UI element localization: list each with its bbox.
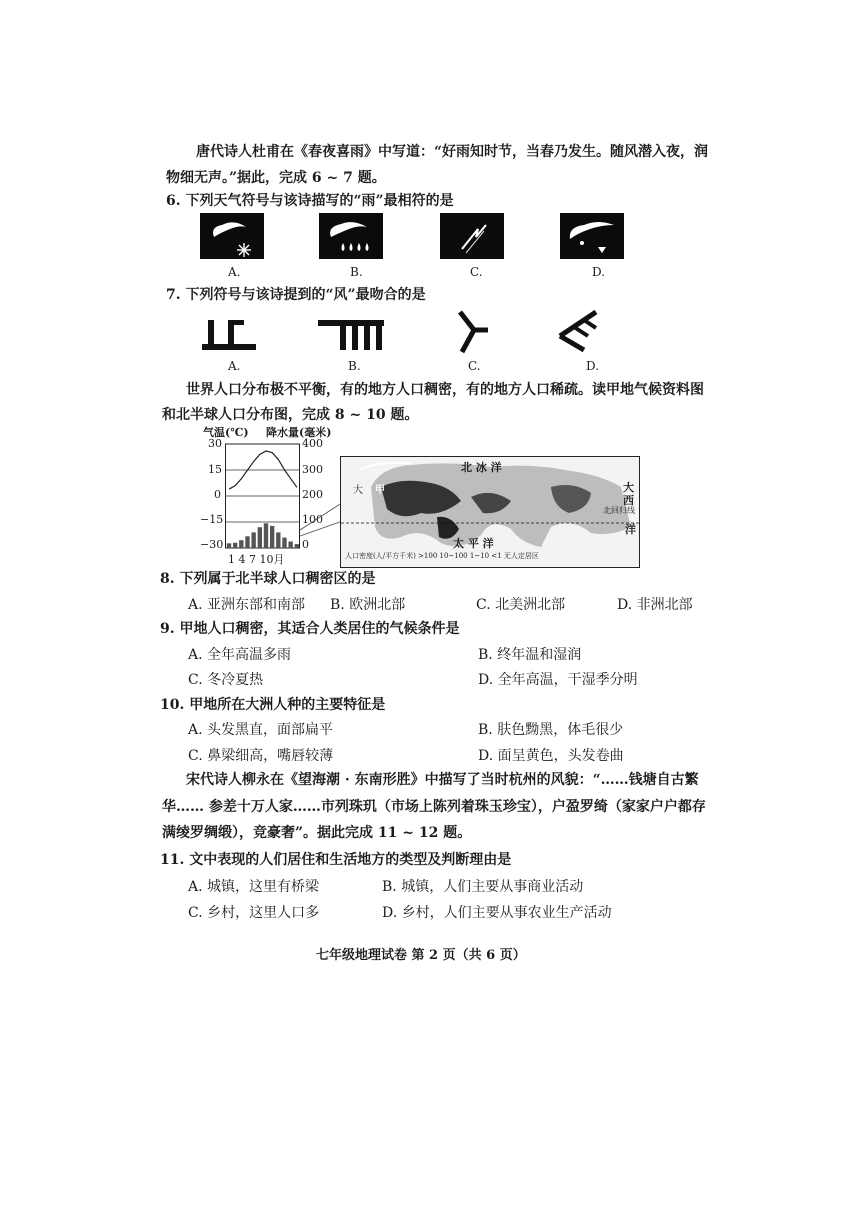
temp-tick-minus-15: −15: [200, 513, 224, 526]
intro-passage-1-line-2: 物细无声。”据此，完成 6 ~ 7 题。: [166, 170, 386, 186]
temp-tick-15: 15: [208, 463, 222, 476]
precip-bar-12: [295, 544, 299, 548]
map-label-tropic-of-cancer: 北回归线: [603, 506, 635, 515]
q8-option-b[interactable]: B. 欧洲北部: [330, 597, 406, 613]
precip-tick-400: 400: [302, 437, 323, 450]
map-label-da: 大: [353, 485, 363, 496]
q7-option-a-label[interactable]: A.: [228, 359, 241, 373]
precip-bar-6: [258, 527, 262, 548]
q8-option-d[interactable]: D. 非洲北部: [617, 597, 693, 613]
q10-option-c[interactable]: C. 鼻梁细高，嘴唇较薄: [188, 748, 334, 764]
precip-bar-2: [233, 543, 237, 548]
intro-passage-2-line-2: 和北半球人口分布图，完成 8 ~ 10 题。: [162, 407, 419, 423]
page-footer: 七年级地理试卷 第 2 页（共 6 页）: [316, 948, 526, 963]
weather-symbol-snow: [200, 213, 264, 259]
q6-option-d-label[interactable]: D.: [592, 265, 606, 279]
q11-option-d[interactable]: D. 乡村，人们主要从事农业生产活动: [382, 905, 612, 921]
q11-option-c[interactable]: C. 乡村，这里人口多: [188, 905, 320, 921]
precip-bar-8: [270, 526, 274, 548]
q10-option-d[interactable]: D. 面呈黄色，头发卷曲: [478, 748, 624, 764]
q9-option-d[interactable]: D. 全年高温，干湿季分明: [478, 672, 638, 688]
map-label-arctic-ocean: 北 冰 洋: [461, 461, 502, 474]
q11-option-b[interactable]: B. 城镇，人们主要从事商业活动: [382, 879, 584, 895]
intro-passage-1-line-1: 唐代诗人杜甫在《春夜喜雨》中写道：“好雨知时节，当春乃发生。随风潜入夜，润: [196, 144, 709, 160]
map-legend: 人口密度(人/平方千米) >100 10~100 1~10 <1 无人定居区: [345, 552, 539, 560]
q7-option-b-label[interactable]: B.: [348, 359, 361, 373]
intro-passage-3-line-2: 华…… 参差十万人家……市列珠玑（市场上陈列着珠玉珍宝），户盈罗绮（家家户户都存: [162, 799, 706, 815]
q11-option-a[interactable]: A. 城镇，这里有桥梁: [188, 879, 320, 895]
q10-option-b[interactable]: B. 肤色黝黑，体毛很少: [478, 722, 624, 738]
temp-tick-0: 0: [214, 488, 221, 501]
precip-tick-300: 300: [302, 463, 323, 476]
precipitation-axis-title: 降水量(毫米): [266, 426, 332, 439]
wind-symbol-d: [556, 308, 600, 352]
question-7-stem: 7. 下列符号与该诗提到的“风”最吻合的是: [166, 287, 426, 303]
precip-bar-5: [251, 532, 255, 548]
weather-symbol-sandstorm: [560, 213, 624, 259]
q9-option-c[interactable]: C. 冬冷夏热: [188, 672, 264, 688]
q6-option-b-label[interactable]: B.: [350, 265, 363, 279]
month-axis-ticks: 1 4 7 10月: [228, 553, 285, 566]
question-10-stem: 10. 甲地所在大洲人种的主要特征是: [160, 697, 386, 713]
map-label-atlantic-ocean-2: 洋: [625, 523, 636, 536]
precip-bar-3: [239, 540, 243, 548]
precip-tick-200: 200: [302, 488, 323, 501]
q8-option-a[interactable]: A. 亚洲东部和南部: [188, 597, 306, 613]
wind-symbol-a: [202, 318, 256, 352]
intro-passage-3-line-1: 宋代诗人柳永在《望海潮 · 东南形胜》中描写了当时杭州的风貌：“……钱塘自古繁: [186, 772, 699, 788]
temperature-axis-title: 气温(℃): [203, 426, 249, 439]
precip-bar-4: [245, 536, 249, 548]
q7-option-d-label[interactable]: D.: [586, 359, 600, 373]
intro-passage-3-line-3: 满绫罗绸缎），竞豪奢”。据此完成 11 ~ 12 题。: [162, 825, 472, 841]
precip-tick-0: 0: [302, 538, 309, 551]
q6-option-a-label[interactable]: A.: [228, 265, 241, 279]
precip-bar-7: [264, 523, 268, 548]
temp-tick-30: 30: [208, 437, 222, 450]
q7-option-c-label[interactable]: C.: [468, 359, 481, 373]
precip-bar-1: [227, 543, 231, 548]
wind-symbol-c: [456, 308, 490, 354]
q8-option-c[interactable]: C. 北美洲北部: [476, 597, 566, 613]
map-label-pacific-ocean: 太 平 洋: [453, 537, 494, 550]
precip-bar-11: [288, 542, 292, 549]
population-map: [340, 456, 640, 568]
map-label-atlantic-ocean: 大 西: [623, 481, 634, 507]
question-11-stem: 11. 文中表现的人们居住和生活地方的类型及判断理由是: [160, 852, 512, 868]
weather-symbol-rain: [319, 213, 383, 259]
question-8-stem: 8. 下列属于北半球人口稠密区的是: [160, 571, 376, 587]
map-label-jia: 甲: [375, 485, 385, 496]
q9-option-b[interactable]: B. 终年温和湿润: [478, 647, 582, 663]
q9-option-a[interactable]: A. 全年高温多雨: [188, 647, 292, 663]
wind-symbol-b: [318, 318, 384, 352]
climate-chart: [225, 440, 301, 552]
q10-option-a[interactable]: A. 头发黑直，面部扁平: [188, 722, 334, 738]
precip-tick-100: 100: [302, 513, 323, 526]
intro-passage-2-line-1: 世界人口分布极不平衡，有的地方人口稠密，有的地方人口稀疏。读甲地气候资料图: [186, 382, 704, 398]
q6-option-c-label[interactable]: C.: [470, 265, 483, 279]
precip-bar-10: [282, 538, 286, 548]
temp-tick-minus-30: −30: [200, 538, 224, 551]
question-6-stem: 6. 下列天气符号与该诗描写的“雨”最相符的是: [166, 193, 454, 209]
question-9-stem: 9. 甲地人口稠密，其适合人类居住的气候条件是: [160, 621, 460, 637]
weather-symbol-lightning: [440, 213, 504, 259]
precip-bar-9: [276, 532, 280, 548]
